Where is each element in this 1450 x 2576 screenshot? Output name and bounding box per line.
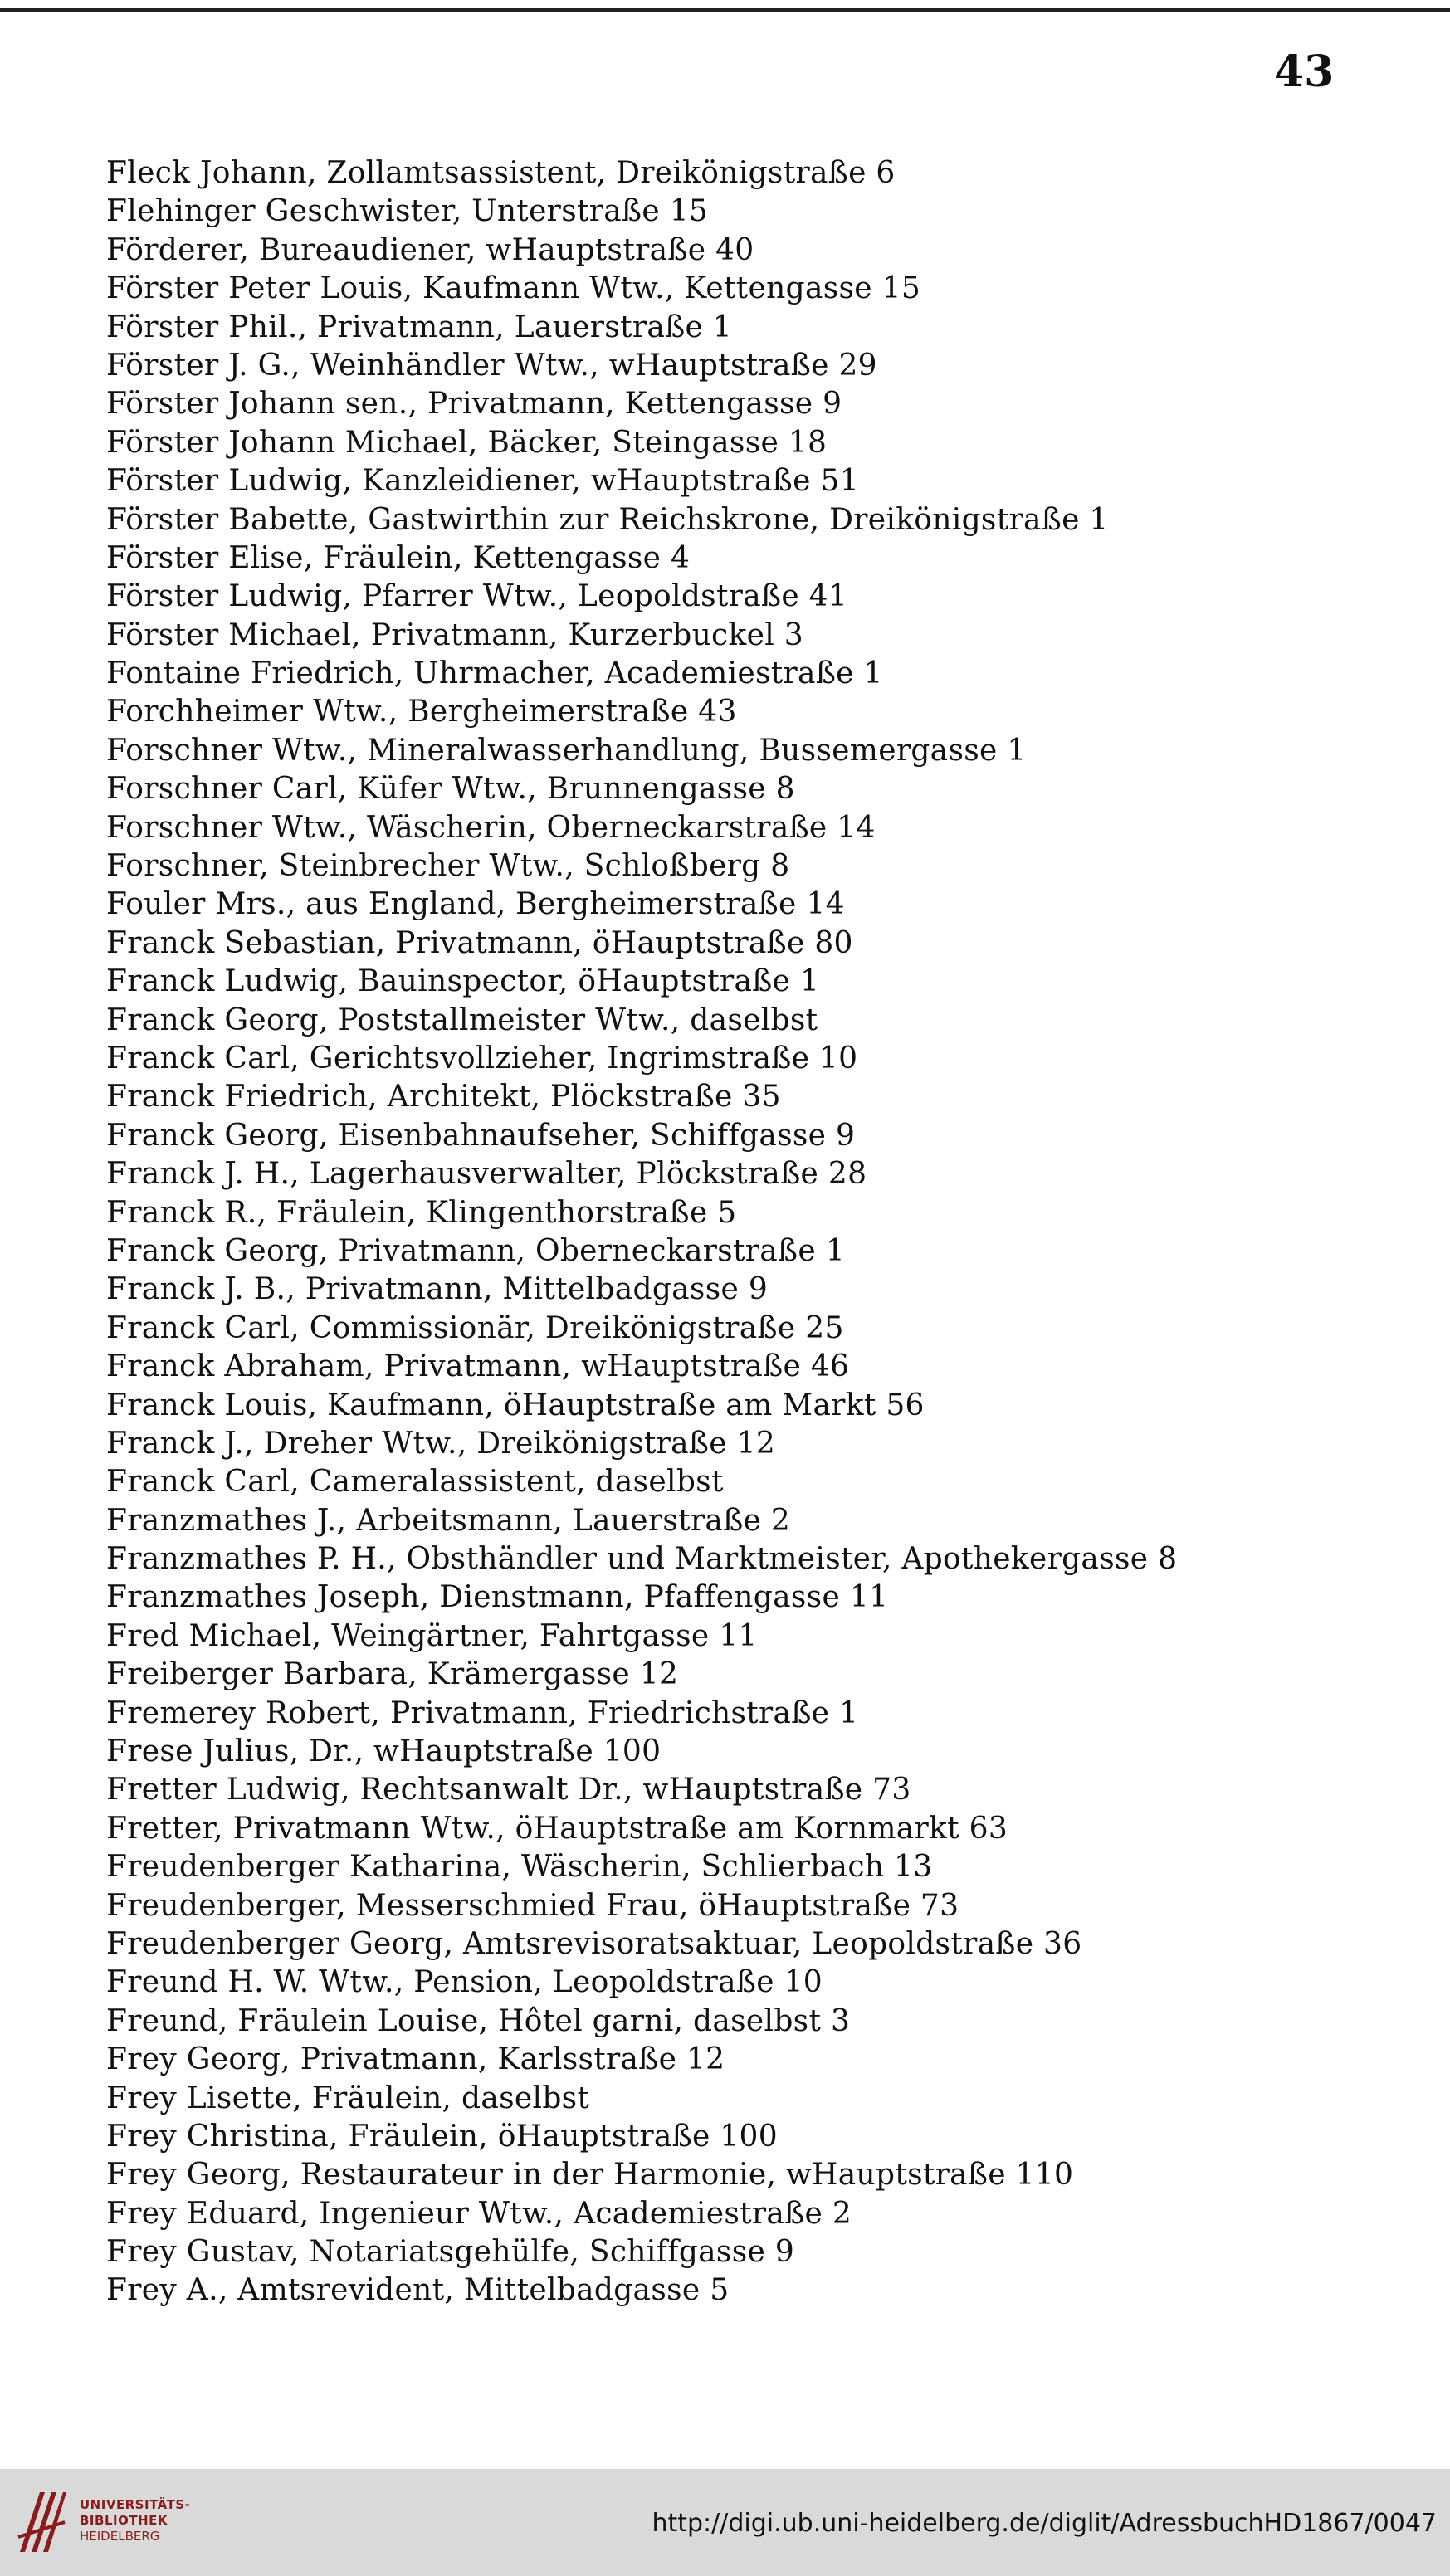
directory-entry: Franck J. B., Privatmann, Mittelbadgasse 9: [106, 1272, 769, 1307]
directory-entry: Frey Christina, Fräulein, öHauptstraße 100: [106, 2119, 778, 2154]
directory-entry: Franzmathes Joseph, Dienstmann, Pfaffengasse 11: [106, 1580, 889, 1615]
top-rule: [0, 8, 1450, 12]
directory-entry: Förster Ludwig, Pfarrer Wtw., Leopoldstraße 41: [106, 579, 848, 614]
directory-entry: Franck J., Dreher Wtw., Dreikönigstraße 12: [106, 1426, 776, 1461]
directory-entry: Freudenberger Katharina, Wäscherin, Schlierbach 13: [106, 1850, 933, 1885]
directory-entry: Franck Sebastian, Privatmann, öHauptstraße 80: [106, 925, 853, 960]
directory-entry: Freudenberger, Messerschmied Frau, öHauptstraße 73: [106, 1888, 959, 1923]
library-logo-icon: [15, 2487, 68, 2557]
directory-entry: Franck Louis, Kaufmann, öHauptstraße am Markt 56: [106, 1388, 925, 1422]
directory-entries: [106, 154, 1401, 2310]
directory-entry: Förster Peter Louis, Kaufmann Wtw., Kettengasse 15: [106, 271, 921, 306]
directory-entry: Franck Abraham, Privatmann, wHauptstraße 46: [106, 1349, 850, 1384]
logo-line-1: UNIVERSITÄTS-: [80, 2497, 191, 2512]
directory-entry: Förster Johann Michael, Bäcker, Steingasse 18: [106, 425, 828, 460]
directory-entry: Franck Georg, Privatmann, Oberneckarstraße 1: [106, 1233, 845, 1268]
logo-line-3: HEIDELBERG: [80, 2529, 160, 2544]
directory-entry: Franck J. H., Lagerhausverwalter, Plöckstraße 28: [106, 1157, 867, 1192]
directory-entry: Forschner, Steinbrecher Wtw., Schloßberg 8: [106, 849, 790, 884]
directory-entry: Forchheimer Wtw., Bergheimerstraße 43: [106, 695, 737, 729]
directory-entry: Franck Georg, Poststallmeister Wtw., daselbst: [106, 1003, 818, 1037]
directory-entry: Frey Gustav, Notariatsgehülfe, Schiffgasse 9: [106, 2235, 795, 2270]
directory-entry: Franck Carl, Commissionär, Dreikönigstraße 25: [106, 1310, 844, 1345]
directory-entry: Franck Friedrich, Architekt, Plöckstraße 35: [106, 1080, 781, 1115]
directory-entry: Förster Johann sen., Privatmann, Kettengasse 9: [106, 387, 842, 422]
directory-entry: Förster Ludwig, Kanzleidiener, wHauptstraße 51: [106, 464, 859, 499]
directory-entry: Fontaine Friedrich, Uhrmacher, Academiestraße 1: [106, 656, 883, 691]
directory-entry: Forschner Wtw., Mineralwasserhandlung, Bussemergasse 1: [106, 733, 1027, 768]
directory-entry: Fretter, Privatmann Wtw., öHauptstraße am Kornmarkt 63: [106, 1811, 1008, 1846]
directory-entry: Frey Eduard, Ingenieur Wtw., Academiestraße 2: [106, 2196, 852, 2231]
directory-entry: Förster Elise, Fräulein, Kettengasse 4: [106, 540, 691, 575]
source-url-link[interactable]: http://digi.ub.uni-heidelberg.de/diglit/AdressbuchHD1867/0047: [652, 2509, 1437, 2538]
directory-entry: Franzmathes P. H., Obsthändler und Marktmeister, Apothekergasse 8: [106, 1542, 1178, 1577]
footer-bar: [0, 2469, 1450, 2576]
directory-entry: Franck Carl, Gerichtsvollzieher, Ingrimstraße 10: [106, 1041, 858, 1076]
directory-entry: Flehinger Geschwister, Unterstraße 15: [106, 194, 709, 229]
directory-entry: Förster J. G., Weinhändler Wtw., wHauptstraße 29: [106, 348, 877, 383]
directory-entry: Fretter Ludwig, Rechtsanwalt Dr., wHauptstraße 73: [106, 1773, 911, 1808]
directory-entry: Freund H. W. Wtw., Pension, Leopoldstraße 10: [106, 1965, 823, 2000]
directory-entry: Fremerey Robert, Privatmann, Friedrichstraße 1: [106, 1695, 859, 1730]
directory-entry: Franck Carl, Cameralassistent, daselbst: [106, 1465, 724, 1500]
library-logo-text: [80, 2497, 190, 2544]
page-number: 43: [1274, 46, 1335, 97]
directory-entry: Förster Michael, Privatmann, Kurzerbuckel 3: [106, 617, 804, 652]
directory-entry: Fred Michael, Weingärtner, Fahrtgasse 11: [106, 1618, 758, 1653]
directory-entry: Franck Georg, Eisenbahnaufseher, Schiffgasse 9: [106, 1118, 856, 1153]
directory-entry: Förster Babette, Gastwirthin zur Reichskrone, Dreikönigstraße 1: [106, 502, 1109, 537]
library-logo[interactable]: [15, 2487, 191, 2562]
directory-entry: Forschner Wtw., Wäscherin, Oberneckarstraße 14: [106, 810, 876, 845]
directory-entry: Frey A., Amtsrevident, Mittelbadgasse 5: [106, 2273, 730, 2308]
directory-entry: Freund, Fräulein Louise, Hôtel garni, daselbst 3: [106, 2003, 851, 2038]
directory-entry: Frey Lisette, Fräulein, daselbst: [106, 2081, 590, 2115]
directory-entry: Frese Julius, Dr., wHauptstraße 100: [106, 1734, 662, 1769]
directory-entry: Franck R., Fräulein, Klingenthorstraße 5: [106, 1195, 737, 1230]
directory-entry: Förderer, Bureaudiener, wHauptstraße 40: [106, 232, 754, 267]
directory-entry: Förster Phil., Privatmann, Lauerstraße 1: [106, 310, 733, 344]
directory-entry: Franzmathes J., Arbeitsmann, Lauerstraße 2: [106, 1503, 791, 1538]
directory-entry: Fleck Johann, Zollamtsassistent, Dreikönigstraße 6: [106, 156, 896, 190]
logo-line-2: BIBLIOTHEK: [80, 2513, 168, 2528]
directory-entry: Forschner Carl, Küfer Wtw., Brunnengasse 8: [106, 772, 795, 807]
directory-entry: Freudenberger Georg, Amtsrevisoratsaktuar, Leopoldstraße 36: [106, 1926, 1082, 1961]
directory-entry: Freiberger Barbara, Krämergasse 12: [106, 1657, 679, 1692]
directory-entry: Frey Georg, Privatmann, Karlsstraße 12: [106, 2042, 725, 2077]
directory-entry: Franck Ludwig, Bauinspector, öHauptstraße 1: [106, 964, 820, 999]
directory-entry: Frey Georg, Restaurateur in der Harmonie, wHauptstraße 110: [106, 2158, 1074, 2193]
directory-entry: Fouler Mrs., aus England, Bergheimerstraße 14: [106, 887, 845, 922]
